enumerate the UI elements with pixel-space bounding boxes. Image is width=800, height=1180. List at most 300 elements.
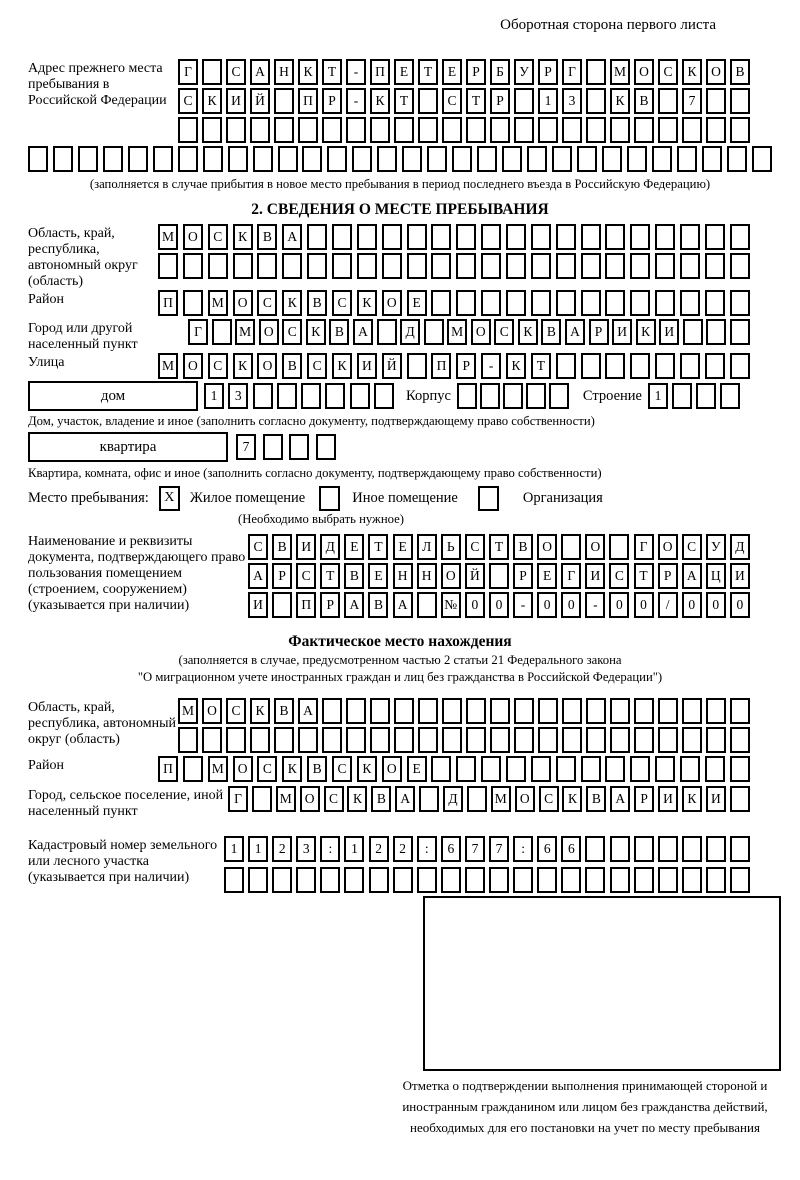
cadastral-rows — [224, 836, 750, 896]
char-cell: 7 — [236, 434, 256, 460]
char-cell — [53, 146, 73, 172]
char-cell — [418, 117, 438, 143]
char-cell — [634, 867, 654, 893]
char-cell: С — [248, 534, 268, 560]
char-cell — [274, 727, 294, 753]
char-cell: 2 — [369, 836, 389, 862]
char-cell — [442, 117, 462, 143]
char-cell — [706, 88, 726, 114]
char-cell — [274, 117, 294, 143]
char-cell: С — [465, 534, 485, 560]
char-cell: С — [226, 698, 246, 724]
char-cell — [465, 867, 485, 893]
char-cell — [630, 353, 650, 379]
char-cell: 0 — [634, 592, 654, 618]
section2-street-group — [28, 353, 772, 379]
char-cell — [562, 727, 582, 753]
char-cell — [274, 88, 294, 114]
section2-street-label: Улица — [28, 355, 65, 370]
char-cell — [183, 253, 203, 279]
char-cell — [263, 434, 283, 460]
char-cell: С — [208, 224, 228, 250]
char-cell — [250, 727, 270, 753]
char-cell: К — [233, 224, 253, 250]
char-cell: 0 — [465, 592, 485, 618]
char-cell — [586, 117, 606, 143]
char-cell: У — [514, 59, 534, 85]
char-cell: О — [259, 319, 279, 345]
stamp-caption: Отметка о подтверждении выполнения принимающей стороной и иностранным гражданином или лицом без гражданства действий, необходимых для его постановки на учет по месту пребывания — [402, 1078, 768, 1135]
char-cell — [562, 117, 582, 143]
char-cell — [431, 253, 451, 279]
char-cell: К — [347, 786, 367, 812]
house-number-cells — [204, 383, 394, 409]
char-cell — [325, 383, 345, 409]
char-cell: № — [441, 592, 461, 618]
char-cell — [424, 319, 444, 345]
char-cell — [394, 117, 414, 143]
char-cell — [556, 253, 576, 279]
char-cell: А — [298, 698, 318, 724]
char-cell: 3 — [296, 836, 316, 862]
stay-option-organization-label: Организация — [522, 490, 603, 506]
char-cell: 6 — [561, 836, 581, 862]
char-cell — [630, 224, 650, 250]
char-cell — [610, 117, 630, 143]
char-cell — [630, 253, 650, 279]
char-cell: А — [393, 592, 413, 618]
char-cell: 3 — [228, 383, 248, 409]
char-cell — [307, 253, 327, 279]
char-cell: Н — [274, 59, 294, 85]
char-cell — [531, 253, 551, 279]
char-cell: К — [306, 319, 326, 345]
char-cell — [481, 253, 501, 279]
prev-address-row-2 — [178, 88, 750, 114]
char-cell — [605, 253, 625, 279]
char-cell — [730, 224, 750, 250]
char-cell — [556, 353, 576, 379]
char-cell — [322, 698, 342, 724]
korpus-label: Корпус — [406, 388, 451, 404]
char-cell: О — [634, 59, 654, 85]
char-cell — [298, 727, 318, 753]
char-cell: И — [612, 319, 632, 345]
char-cell — [250, 117, 270, 143]
char-cell: 0 — [537, 592, 557, 618]
char-cell — [680, 353, 700, 379]
char-cell — [705, 353, 725, 379]
char-cell — [257, 253, 277, 279]
document-label: Наименование и реквизиты документа, подтверждающего право пользования помещением (строением, сооружением) (указывается при наличии) — [28, 534, 246, 613]
char-cell: О — [658, 534, 678, 560]
korpus-cells — [457, 383, 569, 409]
char-cell — [658, 88, 678, 114]
char-cell — [537, 867, 557, 893]
char-cell: 0 — [730, 592, 750, 618]
char-cell — [680, 290, 700, 316]
checkbox-residential: X — [159, 486, 180, 511]
section2-title: 2. СВЕДЕНИЯ О МЕСТЕ ПРЕБЫВАНИЯ — [251, 201, 549, 218]
char-cell — [562, 698, 582, 724]
char-cell: И — [730, 563, 750, 589]
char-cell — [581, 756, 601, 782]
actual-region-group — [28, 698, 772, 756]
char-cell: С — [539, 786, 559, 812]
char-cell: С — [257, 756, 277, 782]
char-cell: Н — [393, 563, 413, 589]
char-cell: В — [257, 224, 277, 250]
actual-district-row — [158, 756, 750, 782]
char-cell — [481, 290, 501, 316]
char-cell — [655, 224, 675, 250]
char-cell: И — [706, 786, 726, 812]
char-cell: М — [158, 353, 178, 379]
char-cell — [346, 117, 366, 143]
char-cell — [480, 383, 500, 409]
char-cell — [610, 727, 630, 753]
char-cell: Р — [466, 59, 486, 85]
char-cell: О — [183, 353, 203, 379]
char-cell: С — [208, 353, 228, 379]
char-cell: Д — [730, 534, 750, 560]
char-cell — [549, 383, 569, 409]
apartment-note: Квартира, комната, офис и иное (заполнить согласно документу, подтверждающему право собственности) — [28, 466, 602, 480]
char-cell: 7 — [465, 836, 485, 862]
char-cell: С — [324, 786, 344, 812]
char-cell — [382, 224, 402, 250]
char-cell: С — [226, 59, 246, 85]
char-cell: П — [296, 592, 316, 618]
char-cell — [585, 867, 605, 893]
char-cell: 1 — [538, 88, 558, 114]
section2-city-label: Город или другой населенный пункт — [28, 321, 138, 352]
char-cell: К — [282, 756, 302, 782]
char-cell: С — [494, 319, 514, 345]
char-cell — [78, 146, 98, 172]
char-cell — [183, 290, 203, 316]
char-cell: 6 — [441, 836, 461, 862]
char-cell: С — [332, 756, 352, 782]
char-cell — [248, 867, 268, 893]
char-cell: Д — [443, 786, 463, 812]
char-cell — [658, 117, 678, 143]
char-cell — [178, 146, 198, 172]
char-cell: В — [634, 88, 654, 114]
char-cell — [357, 224, 377, 250]
char-cell — [332, 224, 352, 250]
char-cell: С — [307, 353, 327, 379]
char-cell — [655, 290, 675, 316]
char-cell — [581, 253, 601, 279]
char-cell — [561, 534, 581, 560]
char-cell — [610, 836, 630, 862]
char-cell: Р — [589, 319, 609, 345]
char-cell: В — [730, 59, 750, 85]
char-cell — [202, 727, 222, 753]
char-cell — [514, 698, 534, 724]
actual-city-label: Город, сельское поселение, иной населенный пункт — [28, 788, 224, 819]
char-cell — [538, 727, 558, 753]
char-cell: О — [537, 534, 557, 560]
char-cell: Т — [466, 88, 486, 114]
char-cell — [627, 146, 647, 172]
char-cell — [289, 434, 309, 460]
section2-region-row-1 — [158, 224, 750, 250]
char-cell — [277, 383, 297, 409]
char-cell — [706, 117, 726, 143]
char-cell: В — [307, 290, 327, 316]
char-cell: 3 — [562, 88, 582, 114]
char-cell: Р — [634, 786, 654, 812]
char-cell — [296, 867, 316, 893]
char-cell — [490, 698, 510, 724]
char-cell: Л — [417, 534, 437, 560]
char-cell — [456, 290, 476, 316]
char-cell — [705, 756, 725, 782]
char-cell — [730, 727, 750, 753]
actual-location-note-2: "О миграционном учете иностранных граждан и лиц без гражданства в Российской Федерации") — [137, 670, 663, 684]
char-cell: Д — [320, 534, 340, 560]
char-cell — [370, 698, 390, 724]
actual-region-rows — [178, 698, 750, 756]
char-cell: 0 — [489, 592, 509, 618]
char-cell — [561, 867, 581, 893]
char-cell — [272, 592, 292, 618]
char-cell: М — [610, 59, 630, 85]
char-cell: 7 — [682, 88, 702, 114]
char-cell — [630, 756, 650, 782]
char-cell: П — [431, 353, 451, 379]
char-cell: О — [382, 756, 402, 782]
char-cell — [357, 253, 377, 279]
char-cell: С — [658, 59, 678, 85]
char-cell — [456, 756, 476, 782]
char-cell: О — [471, 319, 491, 345]
char-cell: С — [682, 534, 702, 560]
char-cell — [418, 88, 438, 114]
char-cell: Р — [272, 563, 292, 589]
char-cell: Р — [658, 563, 678, 589]
section2-district-group — [28, 290, 772, 316]
char-cell — [526, 383, 546, 409]
char-cell: А — [282, 224, 302, 250]
char-cell: Т — [531, 353, 551, 379]
char-cell — [720, 383, 740, 409]
char-cell — [605, 756, 625, 782]
char-cell: А — [395, 786, 415, 812]
char-cell — [586, 698, 606, 724]
char-cell — [581, 290, 601, 316]
prev-address-row-4 — [28, 146, 772, 172]
char-cell — [394, 698, 414, 724]
char-cell — [556, 290, 576, 316]
char-cell: Й — [465, 563, 485, 589]
char-cell — [655, 253, 675, 279]
char-cell: / — [658, 592, 678, 618]
char-cell — [677, 146, 697, 172]
char-cell: Т — [368, 534, 388, 560]
char-cell: В — [344, 563, 364, 589]
char-cell: К — [202, 88, 222, 114]
char-cell — [683, 319, 703, 345]
char-cell — [253, 146, 273, 172]
char-cell — [212, 319, 232, 345]
char-cell: М — [208, 756, 228, 782]
char-cell: Р — [538, 59, 558, 85]
char-cell: С — [442, 88, 462, 114]
char-cell — [581, 224, 601, 250]
char-cell — [730, 319, 750, 345]
apartment-row — [28, 432, 772, 462]
char-cell — [538, 117, 558, 143]
char-cell — [344, 867, 364, 893]
char-cell: К — [357, 756, 377, 782]
char-cell: М — [208, 290, 228, 316]
char-cell: В — [541, 319, 561, 345]
char-cell — [350, 383, 370, 409]
char-cell — [634, 698, 654, 724]
char-cell — [705, 224, 725, 250]
actual-city-group — [28, 786, 772, 820]
char-cell — [346, 727, 366, 753]
char-cell — [538, 698, 558, 724]
char-cell: 1 — [648, 383, 668, 409]
char-cell — [503, 383, 523, 409]
char-cell: Ь — [441, 534, 461, 560]
char-cell: 1 — [248, 836, 268, 862]
char-cell — [586, 88, 606, 114]
char-cell: : — [417, 836, 437, 862]
char-cell — [634, 727, 654, 753]
char-cell — [419, 786, 439, 812]
char-cell: К — [298, 59, 318, 85]
char-cell — [605, 353, 625, 379]
char-cell: К — [250, 698, 270, 724]
char-cell — [705, 253, 725, 279]
char-cell: П — [370, 59, 390, 85]
char-cell — [506, 224, 526, 250]
char-cell — [634, 117, 654, 143]
char-cell: О — [441, 563, 461, 589]
char-cell — [531, 756, 551, 782]
cadastral-label: Кадастровый номер земельного или лесного участка (указывается при наличии) — [28, 838, 218, 885]
char-cell: О — [183, 224, 203, 250]
char-cell: С — [257, 290, 277, 316]
char-cell — [658, 698, 678, 724]
char-cell: В — [371, 786, 391, 812]
prev-address-row-3 — [178, 117, 750, 143]
char-cell: О — [515, 786, 535, 812]
stay-type-row — [28, 485, 772, 511]
char-cell — [705, 290, 725, 316]
char-cell: Р — [456, 353, 476, 379]
char-cell — [427, 146, 447, 172]
char-cell: Е — [394, 59, 414, 85]
char-cell — [682, 867, 702, 893]
char-cell: 0 — [682, 592, 702, 618]
char-cell: А — [344, 592, 364, 618]
char-cell — [552, 146, 572, 172]
char-cell: О — [257, 353, 277, 379]
prev-address-label: Адрес прежнего места пребывания в Российской Федерации — [28, 61, 167, 108]
char-cell — [609, 534, 629, 560]
char-cell — [466, 727, 486, 753]
char-cell: О — [585, 534, 605, 560]
char-cell: В — [272, 534, 292, 560]
char-cell — [407, 224, 427, 250]
char-cell: О — [233, 290, 253, 316]
char-cell: В — [586, 786, 606, 812]
char-cell — [431, 290, 451, 316]
section2-district-row — [158, 290, 750, 316]
char-cell — [370, 727, 390, 753]
char-cell: А — [565, 319, 585, 345]
char-cell: К — [562, 786, 582, 812]
char-cell — [202, 59, 222, 85]
stay-option-other-label: Иное помещение — [352, 490, 458, 506]
char-cell — [352, 146, 372, 172]
char-cell — [502, 146, 522, 172]
char-cell — [252, 786, 272, 812]
char-cell — [332, 253, 352, 279]
char-cell — [466, 117, 486, 143]
char-cell — [730, 756, 750, 782]
char-cell: Е — [393, 534, 413, 560]
char-cell — [103, 146, 123, 172]
char-cell — [702, 146, 722, 172]
char-cell: П — [158, 756, 178, 782]
actual-region-row-1 — [178, 698, 750, 724]
document-row-3 — [248, 592, 750, 618]
char-cell: К — [233, 353, 253, 379]
char-cell — [489, 867, 509, 893]
char-cell — [298, 117, 318, 143]
actual-region-row-2 — [178, 727, 750, 753]
char-cell — [346, 698, 366, 724]
char-cell: О — [706, 59, 726, 85]
char-cell: 1 — [224, 836, 244, 862]
char-cell — [374, 383, 394, 409]
char-cell: К — [282, 290, 302, 316]
char-cell: 0 — [706, 592, 726, 618]
char-cell — [301, 383, 321, 409]
actual-district-label: Район — [28, 758, 64, 773]
char-cell — [393, 867, 413, 893]
stroenie-label: Строение — [582, 388, 642, 404]
section2-region-group — [28, 224, 772, 290]
char-cell — [417, 867, 437, 893]
cadastral-row-1 — [224, 836, 750, 862]
prev-address-cell-rows — [178, 59, 750, 146]
char-cell: 6 — [537, 836, 557, 862]
char-cell: 0 — [561, 592, 581, 618]
char-cell — [228, 146, 248, 172]
char-cell — [706, 836, 726, 862]
page-side-note: Оборотная сторона первого листа — [500, 17, 716, 33]
char-cell — [441, 867, 461, 893]
char-cell — [586, 727, 606, 753]
char-cell — [531, 224, 551, 250]
char-cell — [680, 253, 700, 279]
char-cell: С — [282, 319, 302, 345]
char-cell: И — [357, 353, 377, 379]
char-cell: - — [585, 592, 605, 618]
char-cell — [322, 727, 342, 753]
char-cell — [322, 117, 342, 143]
char-cell — [514, 88, 534, 114]
char-cell: И — [296, 534, 316, 560]
